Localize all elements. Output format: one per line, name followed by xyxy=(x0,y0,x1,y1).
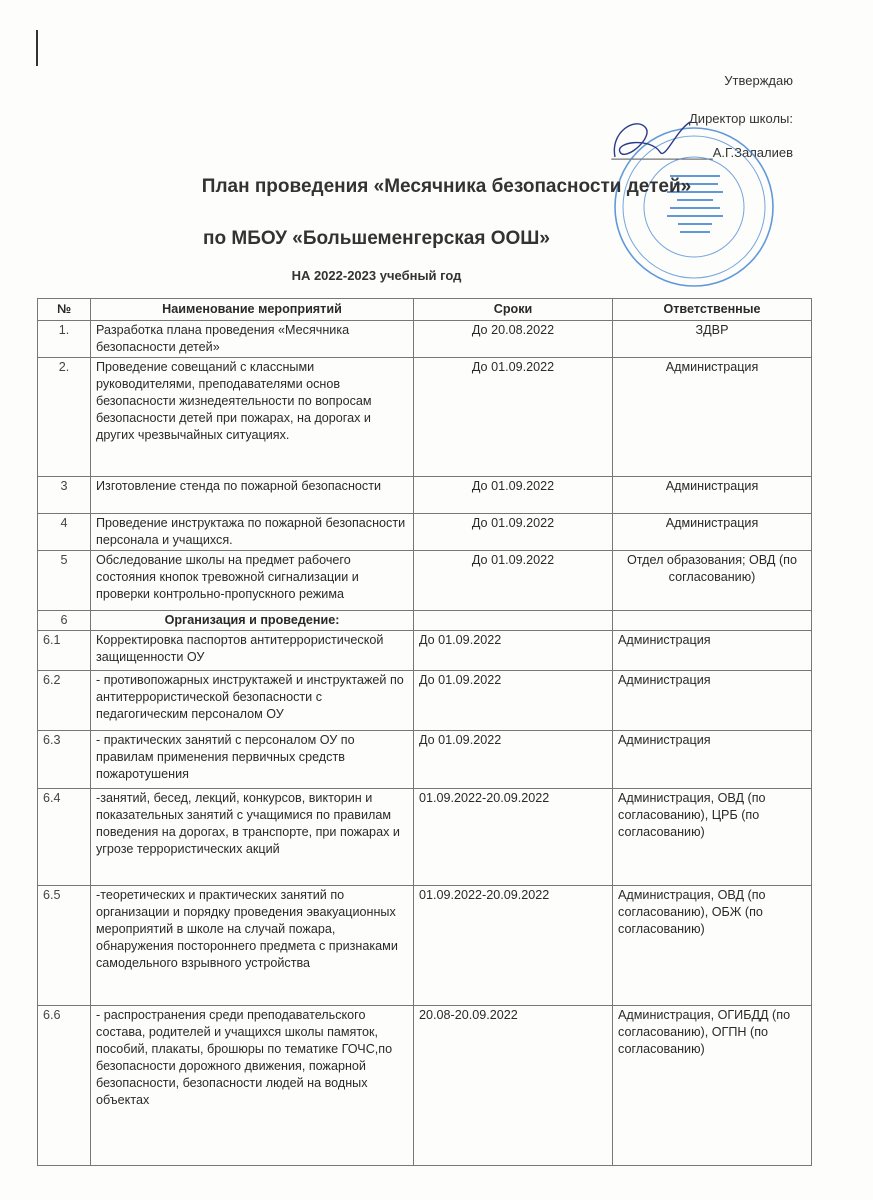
document-title: План проведения «Месячника безопасности детей» xyxy=(201,176,692,197)
responsible: Администрация, ОГИБДД (по согласованию), ОГПН (по согласованию) xyxy=(613,1006,812,1166)
col-deadline: Сроки xyxy=(414,299,613,321)
event-name: Проведение совещаний с классными руководителями, преподавателями основ безопасности жизнедеятельности по вопросам безопасности детей при пожарах, на дорогах и других чрезвычайных ситуациях. xyxy=(91,358,414,477)
col-responsible: Ответственные xyxy=(613,299,812,321)
deadline: До 01.09.2022 xyxy=(414,358,613,477)
col-number: № xyxy=(38,299,91,321)
deadline: 20.08-20.09.2022 xyxy=(414,1006,613,1166)
approval-label: Утверждаю xyxy=(724,73,793,88)
table-row xyxy=(38,886,812,1006)
table-row xyxy=(38,789,812,886)
deadline: До 20.08.2022 xyxy=(414,321,613,358)
deadline: До 01.09.2022 xyxy=(414,551,613,611)
row-number: 2. xyxy=(38,358,91,477)
deadline xyxy=(414,611,613,631)
responsible: Отдел образования; ОВД (по согласованию) xyxy=(613,551,812,611)
signer-name: А.Г.Залалиев xyxy=(712,145,793,160)
responsible: Администрация xyxy=(613,631,812,671)
responsible: Администрация xyxy=(613,358,812,477)
table-row xyxy=(38,477,812,514)
academic-year: НА 2022-2023 учебный год xyxy=(291,268,462,283)
event-name: Организация и проведение: xyxy=(91,611,414,631)
responsible: Администрация xyxy=(613,477,812,514)
row-number: 6.3 xyxy=(38,731,91,789)
table-row xyxy=(38,611,812,631)
responsible: ЗДВР xyxy=(613,321,812,358)
table-row xyxy=(38,731,812,789)
events-plan-table xyxy=(37,298,812,1166)
event-name: Разработка плана проведения «Месячника безопасности детей» xyxy=(91,321,414,358)
responsible: Администрация, ОВД (по согласованию), ОБЖ (по согласованию) xyxy=(613,886,812,1006)
director-name: ______________А.Г.Залалиев xyxy=(611,145,793,160)
event-name: -занятий, бесед, лекций, конкурсов, викторин и показательных занятий с учащимися по правилам поведения на дорогах, в транспорте, при пожарах и угрозе террористических акций xyxy=(91,789,414,886)
row-number: 6.4 xyxy=(38,789,91,886)
deadline: До 01.09.2022 xyxy=(414,671,613,731)
deadline: До 01.09.2022 xyxy=(414,731,613,789)
deadline: До 01.09.2022 xyxy=(414,477,613,514)
responsible: Администрация xyxy=(613,671,812,731)
event-name: - противопожарных инструктажей и инструктажей по антитеррористической безопасности с педагогическим персоналом ОУ xyxy=(91,671,414,731)
row-number: 4 xyxy=(38,514,91,551)
director-position: Директор школы: xyxy=(689,111,793,126)
table-row xyxy=(38,1006,812,1166)
row-number: 6.1 xyxy=(38,631,91,671)
table-row xyxy=(38,671,812,731)
scan-margin-mark xyxy=(36,30,38,66)
deadline: До 01.09.2022 xyxy=(414,514,613,551)
director-signature xyxy=(605,112,695,172)
table-row xyxy=(38,358,812,477)
table-row xyxy=(38,631,812,671)
event-name: Корректировка паспортов антитеррористической защищенности ОУ xyxy=(91,631,414,671)
event-name: Проведение инструктажа по пожарной безопасности персонала и учащихся. xyxy=(91,514,414,551)
event-name: - практических занятий с персоналом ОУ по правилам применения первичных средств пожаротушения xyxy=(91,731,414,789)
responsible: Администрация, ОВД (по согласованию), ЦРБ (по согласованию) xyxy=(613,789,812,886)
table-row xyxy=(38,551,812,611)
deadline: 01.09.2022-20.09.2022 xyxy=(414,886,613,1006)
row-number: 5 xyxy=(38,551,91,611)
deadline: 01.09.2022-20.09.2022 xyxy=(414,789,613,886)
col-event-name: Наименование мероприятий xyxy=(91,299,414,321)
table-row xyxy=(38,321,812,358)
row-number: 3 xyxy=(38,477,91,514)
event-name: -теоретических и практических занятий по организации и порядку проведения эвакуационных мероприятий в школе на случай пожара, обнаружения постороннего предмета с признаками самодельного взрывного устройства xyxy=(91,886,414,1006)
event-name: - распространения среди преподавательского состава, родителей и учащихся школы памяток, пособий, плакаты, брошюры по тематике ГОЧС,по безопасности дорожного движения, пожарной безопасности, безопасности людей на водных объектах xyxy=(91,1006,414,1166)
table-row xyxy=(38,514,812,551)
event-name: Изготовление стенда по пожарной безопасности xyxy=(91,477,414,514)
row-number: 6.6 xyxy=(38,1006,91,1166)
event-name: Обследование школы на предмет рабочего состояния кнопок тревожной сигнализации и проверки контрольно-пропускного режима xyxy=(91,551,414,611)
row-number: 1. xyxy=(38,321,91,358)
deadline: До 01.09.2022 xyxy=(414,631,613,671)
row-number: 6 xyxy=(38,611,91,631)
document-subtitle: по МБОУ «Большеменгерская ООШ» xyxy=(203,228,550,249)
responsible: Администрация xyxy=(613,731,812,789)
table-header-row xyxy=(38,299,812,321)
row-number: 6.2 xyxy=(38,671,91,731)
responsible: Администрация xyxy=(613,514,812,551)
row-number: 6.5 xyxy=(38,886,91,1006)
responsible xyxy=(613,611,812,631)
